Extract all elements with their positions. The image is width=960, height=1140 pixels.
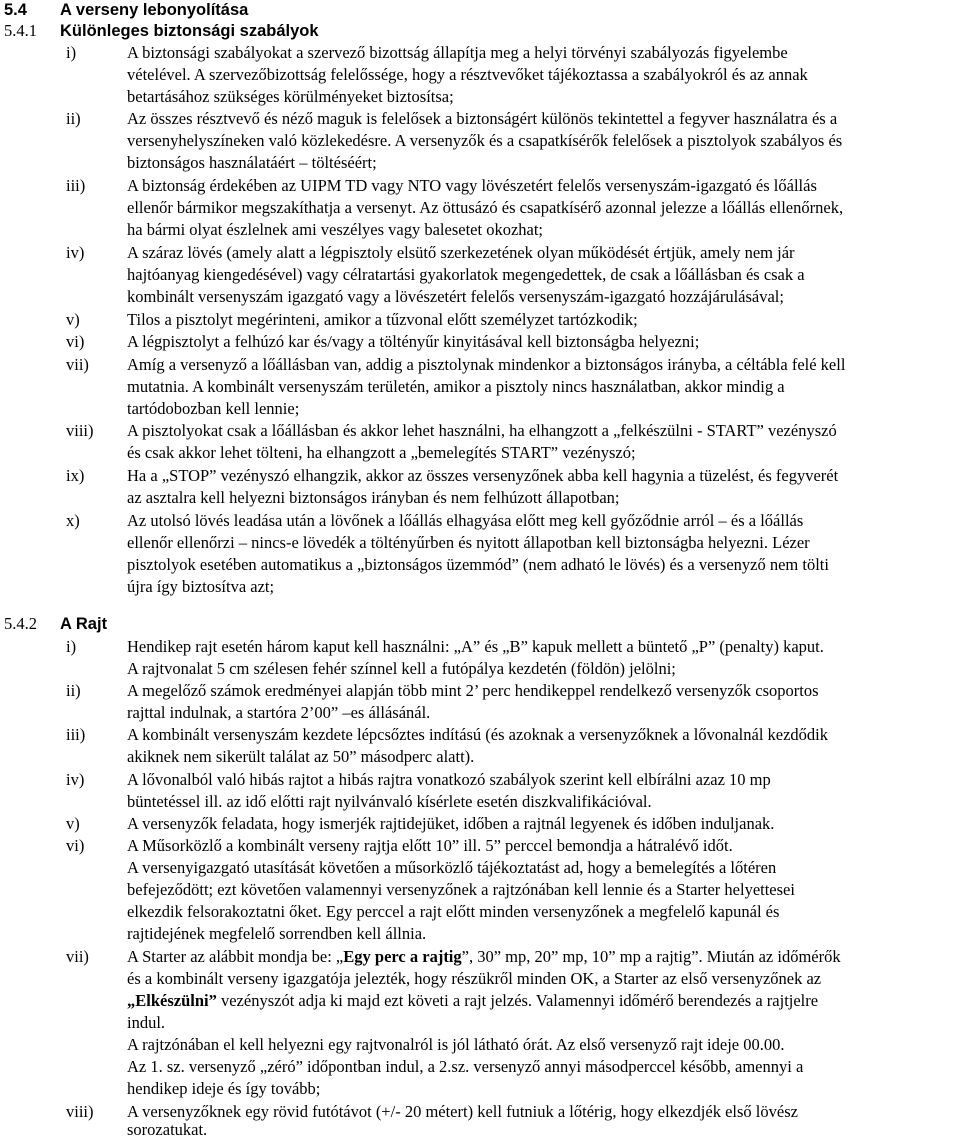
item-text: tartódobozban kell lennie; — [127, 399, 300, 418]
item-text: A biztonsági szabályokat a szervező bizottság állapítja meg a helyi törvényi szabályozás figyelembe — [127, 43, 788, 62]
item-text: hajtóanyag kiengedésével) vagy célratartási gyakorlatok megengedettek, de csak a lőállásban és csak a — [127, 265, 805, 284]
item-text: pisztolyok esetében automatikus a „biztonságos üzemmód” (nem adható le lövés) és a versenyző nem tölti — [127, 555, 829, 574]
item-text: befejeződött; ezt követően valamennyi versenyzőnek a rajtzónában kell lennie és a Starter helyettesei — [127, 880, 795, 899]
item-text: A versenyzőknek egy rövid futótávot (+/- 20 métert) kell futniuk a lőtérig, hogy elkezdjék első lövész — [127, 1102, 798, 1121]
item-text: hendikep ideje és így tovább; — [127, 1079, 321, 1098]
item-text: Az összes résztvevő és néző maguk is felelősek a biztonságért különös tekintettel a fegyver használatra és a — [127, 109, 838, 128]
item-text: A biztonság érdekében az UIPM TD vagy NTO vagy lövészetért felelős versenyszám-igazgató és lőállás — [127, 176, 817, 195]
item-label: vi) — [66, 332, 85, 351]
item-text: A versenyzők feladata, hogy ismerjék rajtidejüket, időben a rajtnál legyenek és időben induljanak. — [127, 814, 775, 833]
item-label: ii) — [66, 681, 81, 700]
item-label: iii) — [66, 725, 86, 744]
item-label: x) — [66, 511, 80, 530]
item-text: ha bármi olyat észlelnek ami veszélyes vagy balesetet okozhat; — [127, 220, 544, 239]
item-text: akiknek nem sikerült találat az 50” másodperc alatt). — [127, 747, 475, 766]
item-text: mutatnia. A kombinált versenyszám területén, amikor a pisztoly nincs használatban, akkor mindig a — [127, 377, 785, 396]
item-label: ix) — [66, 466, 85, 485]
section-number: 5.4 — [4, 1, 27, 19]
item-label: v) — [66, 310, 80, 329]
item-text: Hendikep rajt esetén három kaput kell használni: „A” és „B” kapuk mellett a büntető „P” (penalty) kaput. — [127, 637, 824, 656]
item-text-part: vezényszót adja ki majd ezt követi a rajt jelzés. Valamennyi időmérő berendezés a rajtjelre — [216, 991, 819, 1010]
item-text: elkezdik felsorakoztatni őket. Egy perccel a rajt előtt minden versenyzőnek a megfelelő kapunál és — [127, 902, 780, 921]
item-text: ellenőr bármikor megszakíthatja a versenyt. Az öttusázó és csapatkísérő azonnal jelezze a lőállás ellenőrnek, — [127, 198, 844, 217]
item-label: iv) — [66, 770, 85, 789]
item-text: versenyhelyszíneken való közlekedésre. A versenyzők és a csapatkísérők felelősek a pisztolyok szabályos és — [127, 131, 843, 150]
item-label: ii) — [66, 109, 81, 128]
item-text: Tilos a pisztolyt megérinteni, amikor a tűzvonal előtt személyzet tartózkodik; — [127, 310, 638, 329]
section-title: A verseny lebonyolítása — [60, 1, 249, 19]
item-text: újra így biztosítva azt; — [127, 577, 275, 596]
item-text-part: A Starter az alábbit mondja be: „ — [127, 947, 344, 966]
item-text: indul. — [127, 1013, 166, 1032]
item-text: A megelőző számok eredményei alapján több mint 2’ perc hendikeppel rendelkező versenyzők csoportos — [127, 681, 819, 700]
item-text: A rajtzónában el kell helyezni egy rajtvonalról is jól látható órát. Az első versenyző rajt ideje 00.00. — [127, 1035, 785, 1054]
subsection-number: 5.4.1 — [4, 21, 37, 40]
item-text: rajtidejének megfelelő sorrendben kell állnia. — [127, 924, 427, 943]
item-label: iv) — [66, 243, 85, 262]
item-text: A száraz lövés (amely alatt a légpisztoly elsütő szerkezetének olyan működését értjük, amely nem jár — [127, 243, 795, 262]
subsection-number: 5.4.2 — [4, 614, 37, 633]
item-text: vételével. A szervezőbizottság felelőssége, hogy a résztvevőket tájékoztassa a szabályokról és az annak — [127, 65, 808, 84]
item-text: A légpisztolyt a felhúzó kar és/vagy a töltényűr kinyitásával kell biztonságba helyezni; — [127, 332, 700, 351]
item-text: büntetéssel ill. az idő előtti rajt nyilvánvaló kísérlete esetén diszkvalifikációval. — [127, 792, 652, 811]
item-label: i) — [66, 637, 77, 656]
item-text: kombinált versenyszám igazgató vagy a lövészetért felelős versenyszám-igazgató hozzájárulásával; — [127, 287, 784, 306]
item-text: A rajtvonalat 5 cm szélesen fehér színnel kell a futópálya kezdetén (földön) jelölni; — [127, 659, 676, 678]
item-text-part: ”, 30” mp, 20” mp, 10” mp a rajtig”. Miután az időmérők — [461, 947, 841, 966]
subsection-title: Különleges biztonsági szabályok — [60, 22, 319, 40]
item-text: sorozatukat. — [127, 1120, 208, 1139]
item-label: vi) — [66, 836, 85, 855]
subsection-title: A Rajt — [60, 615, 108, 633]
item-text: betartásához szükséges körülményeket biztosítsa; — [127, 87, 454, 106]
item-text-bold: „Elkészülni” — [127, 991, 217, 1010]
item-text-bold: Egy perc a rajtig — [343, 947, 462, 966]
item-text: ellenőr ellenőrzi – nincs-e lövedék a töltényűrben és nyitott állapotban kell biztonságba helyezni. Lézer — [127, 533, 810, 552]
item-text: az asztalra kell helyezni biztonságos irányban és nem felhúzott állapotban; — [127, 488, 620, 507]
item-text: A pisztolyokat csak a lőállásban és akkor lehet használni, ha elhangzott a „felkészülni - START” vezényszó — [127, 421, 837, 440]
item-label: viii) — [66, 1102, 94, 1121]
item-text: A kombinált versenyszám kezdete lépcsőztes indítású (és azoknak a versenyzőknek a lővonalnál kezdődik — [127, 725, 829, 744]
item-text: Az utolsó lövés leadása után a lövőnek a lőállás elhagyása előtt meg kell győződnie arról – és a lőállás — [127, 511, 804, 530]
item-text: és csak akkor lehet tölteni, ha elhangzott a „bemelegítés START” vezényszó; — [127, 443, 636, 462]
item-text: Amíg a versenyző a lőállásban van, addig a pisztolynak mindenkor a biztonságos irányba, a céltábla felé kell — [127, 355, 846, 374]
item-text — [127, 947, 841, 967]
item-text: Az 1. sz. versenyző „zéró” időpontban indul, a 2.sz. versenyző annyi másodperccel később, amennyi a — [127, 1057, 804, 1076]
item-label: iii) — [66, 176, 86, 195]
item-text: A Műsorközlő a kombinált verseny rajtja előtt 10” ill. 5” perccel bemondja a hátralévő időt. — [127, 836, 733, 855]
item-label: vii) — [66, 355, 89, 374]
item-label: vii) — [66, 947, 89, 966]
item-label: v) — [66, 814, 80, 833]
item-text: biztonságos használatáért – töltéséért; — [127, 153, 377, 172]
item-text — [127, 991, 818, 1011]
item-text: A versenyigazgató utasítását követően a műsorközlő tájékoztatást ad, hogy a bemelegítés a lőtéren — [127, 858, 777, 877]
item-text: Ha a „STOP” vezényszó elhangzik, akkor az összes versenyzőnek abba kell hagynia a tüzelést, és fegyverét — [127, 466, 839, 485]
item-text: A lővonalból való hibás rajtot a hibás rajtra vonatkozó szabályok szerint kell elbírálni azaz 10 mp — [127, 770, 771, 789]
item-label: viii) — [66, 421, 94, 440]
item-label: i) — [66, 43, 77, 62]
item-text: rajttal indulnak, a startóra 2’00” –es állásánál. — [127, 703, 431, 722]
item-text: és a kombinált verseny igazgatója jelezték, hogy részükről minden OK, a Starter az első versenyzőnek az — [127, 969, 822, 988]
